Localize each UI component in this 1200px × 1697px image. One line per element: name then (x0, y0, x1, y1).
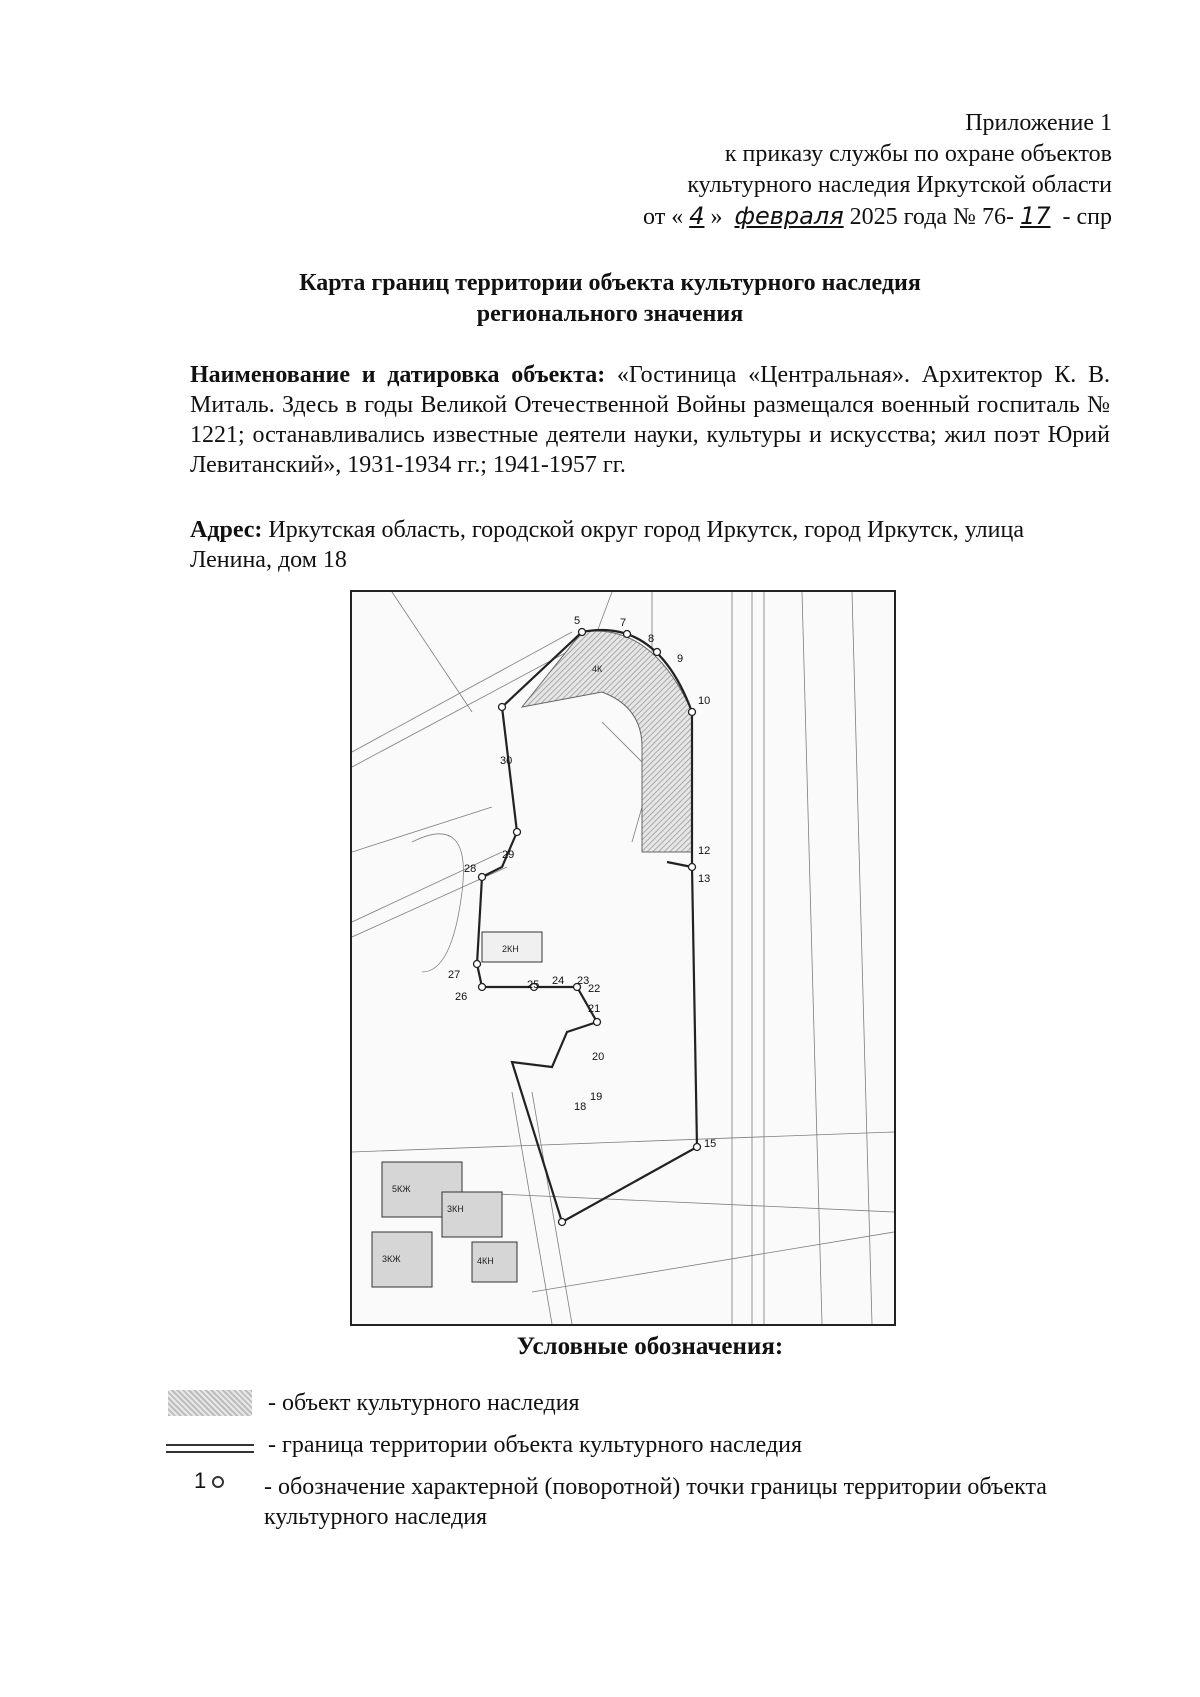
point-label-24: 24 (552, 975, 565, 987)
point-label-13: 13 (698, 873, 711, 885)
date-mid: » (710, 204, 723, 230)
title-line-2: регионального значения (476, 301, 744, 327)
legend-item-point: - обозначение характерной (поворотной) точки границы территории объекта культурного наследия (264, 1474, 1047, 1530)
object-text: «Гостиница «Центральная». Архитектор К. В. Миталь. Здесь в годы Великой Отечественной Войны размещался военный госпиталь № 1221; останавливались известные деятели науки, культуры и искусства; жил поэт Юрий Левитанский», 1931-1934 гг.; 1941-1957 гг. (190, 362, 1110, 478)
boundary-map (350, 590, 896, 1326)
point-label-19: 19 (590, 1091, 603, 1103)
point-label-25: 25 (527, 979, 540, 991)
legend-heritage-swatch (168, 1390, 252, 1416)
point-label-27: 27 (448, 969, 461, 981)
point-label-9: 9 (677, 653, 684, 665)
point-label-5: 5 (574, 615, 581, 627)
point-label-26: 26 (455, 991, 468, 1003)
point-label-10: 10 (698, 695, 711, 707)
appendix-line-3: культурного наследия Иркутской области (687, 172, 1112, 198)
date-month: февраля (734, 202, 844, 230)
address-label: Адрес: (190, 517, 263, 543)
point-label-8: 8 (648, 633, 655, 645)
map-buildings (372, 932, 542, 1287)
address-block (190, 515, 1110, 575)
building-label-2kn: 2КН (502, 944, 519, 954)
legend-title: Условные обозначения: (516, 1333, 784, 1360)
legend-point-swatch (194, 1468, 224, 1494)
date-prefix: от « (643, 204, 684, 230)
appendix-header (643, 108, 1112, 233)
point-label-15: 15 (704, 1138, 717, 1150)
point-label-23: 23 (577, 975, 590, 987)
point-label-18: 18 (574, 1101, 587, 1113)
point-label-12: 12 (698, 845, 711, 857)
document-title (240, 268, 980, 330)
legend-item-boundary: - граница территории объекта культурного наследия (268, 1432, 803, 1458)
building-label-4kn: 4КН (477, 1256, 494, 1266)
order-suffix: - спр (1062, 204, 1112, 230)
date-day: 4 (689, 202, 705, 230)
order-number: 17 (1019, 202, 1051, 230)
legend-point-symbol: 1 (194, 1468, 207, 1493)
point-circle-icon (212, 1476, 224, 1488)
point-label-28: 28 (464, 863, 477, 875)
legend-item-heritage: - объект культурного наследия (268, 1390, 580, 1416)
building-label-3kzh: 3КЖ (382, 1254, 401, 1264)
legend-boundary-swatch (166, 1444, 254, 1453)
appendix-line-2: к приказу службы по охране объектов (724, 141, 1112, 167)
point-label-30: 30 (500, 755, 513, 767)
building-label-5kzh: 5КЖ (392, 1184, 411, 1194)
point-label-21: 21 (588, 1003, 601, 1015)
date-year: 2025 года № 76- (849, 204, 1014, 230)
building-label-3kn: 3КН (447, 1204, 464, 1214)
point-label-29: 29 (502, 849, 515, 861)
appendix-line-1: Приложение 1 (965, 110, 1112, 136)
appendix-date-line (643, 201, 1112, 233)
point-label-7: 7 (620, 617, 627, 629)
object-name-block (190, 360, 1110, 480)
object-label: Наименование и датировка объекта: (190, 362, 606, 388)
title-line-1: Карта границ территории объекта культурного наследия (299, 270, 921, 296)
point-label-20: 20 (592, 1051, 605, 1063)
address-text: Иркутская область, городской округ город Иркутск, город Иркутск, улица Ленина, дом 18 (190, 517, 1024, 573)
building-label-4k: 4К (592, 664, 603, 674)
point-label-22: 22 (588, 983, 601, 995)
